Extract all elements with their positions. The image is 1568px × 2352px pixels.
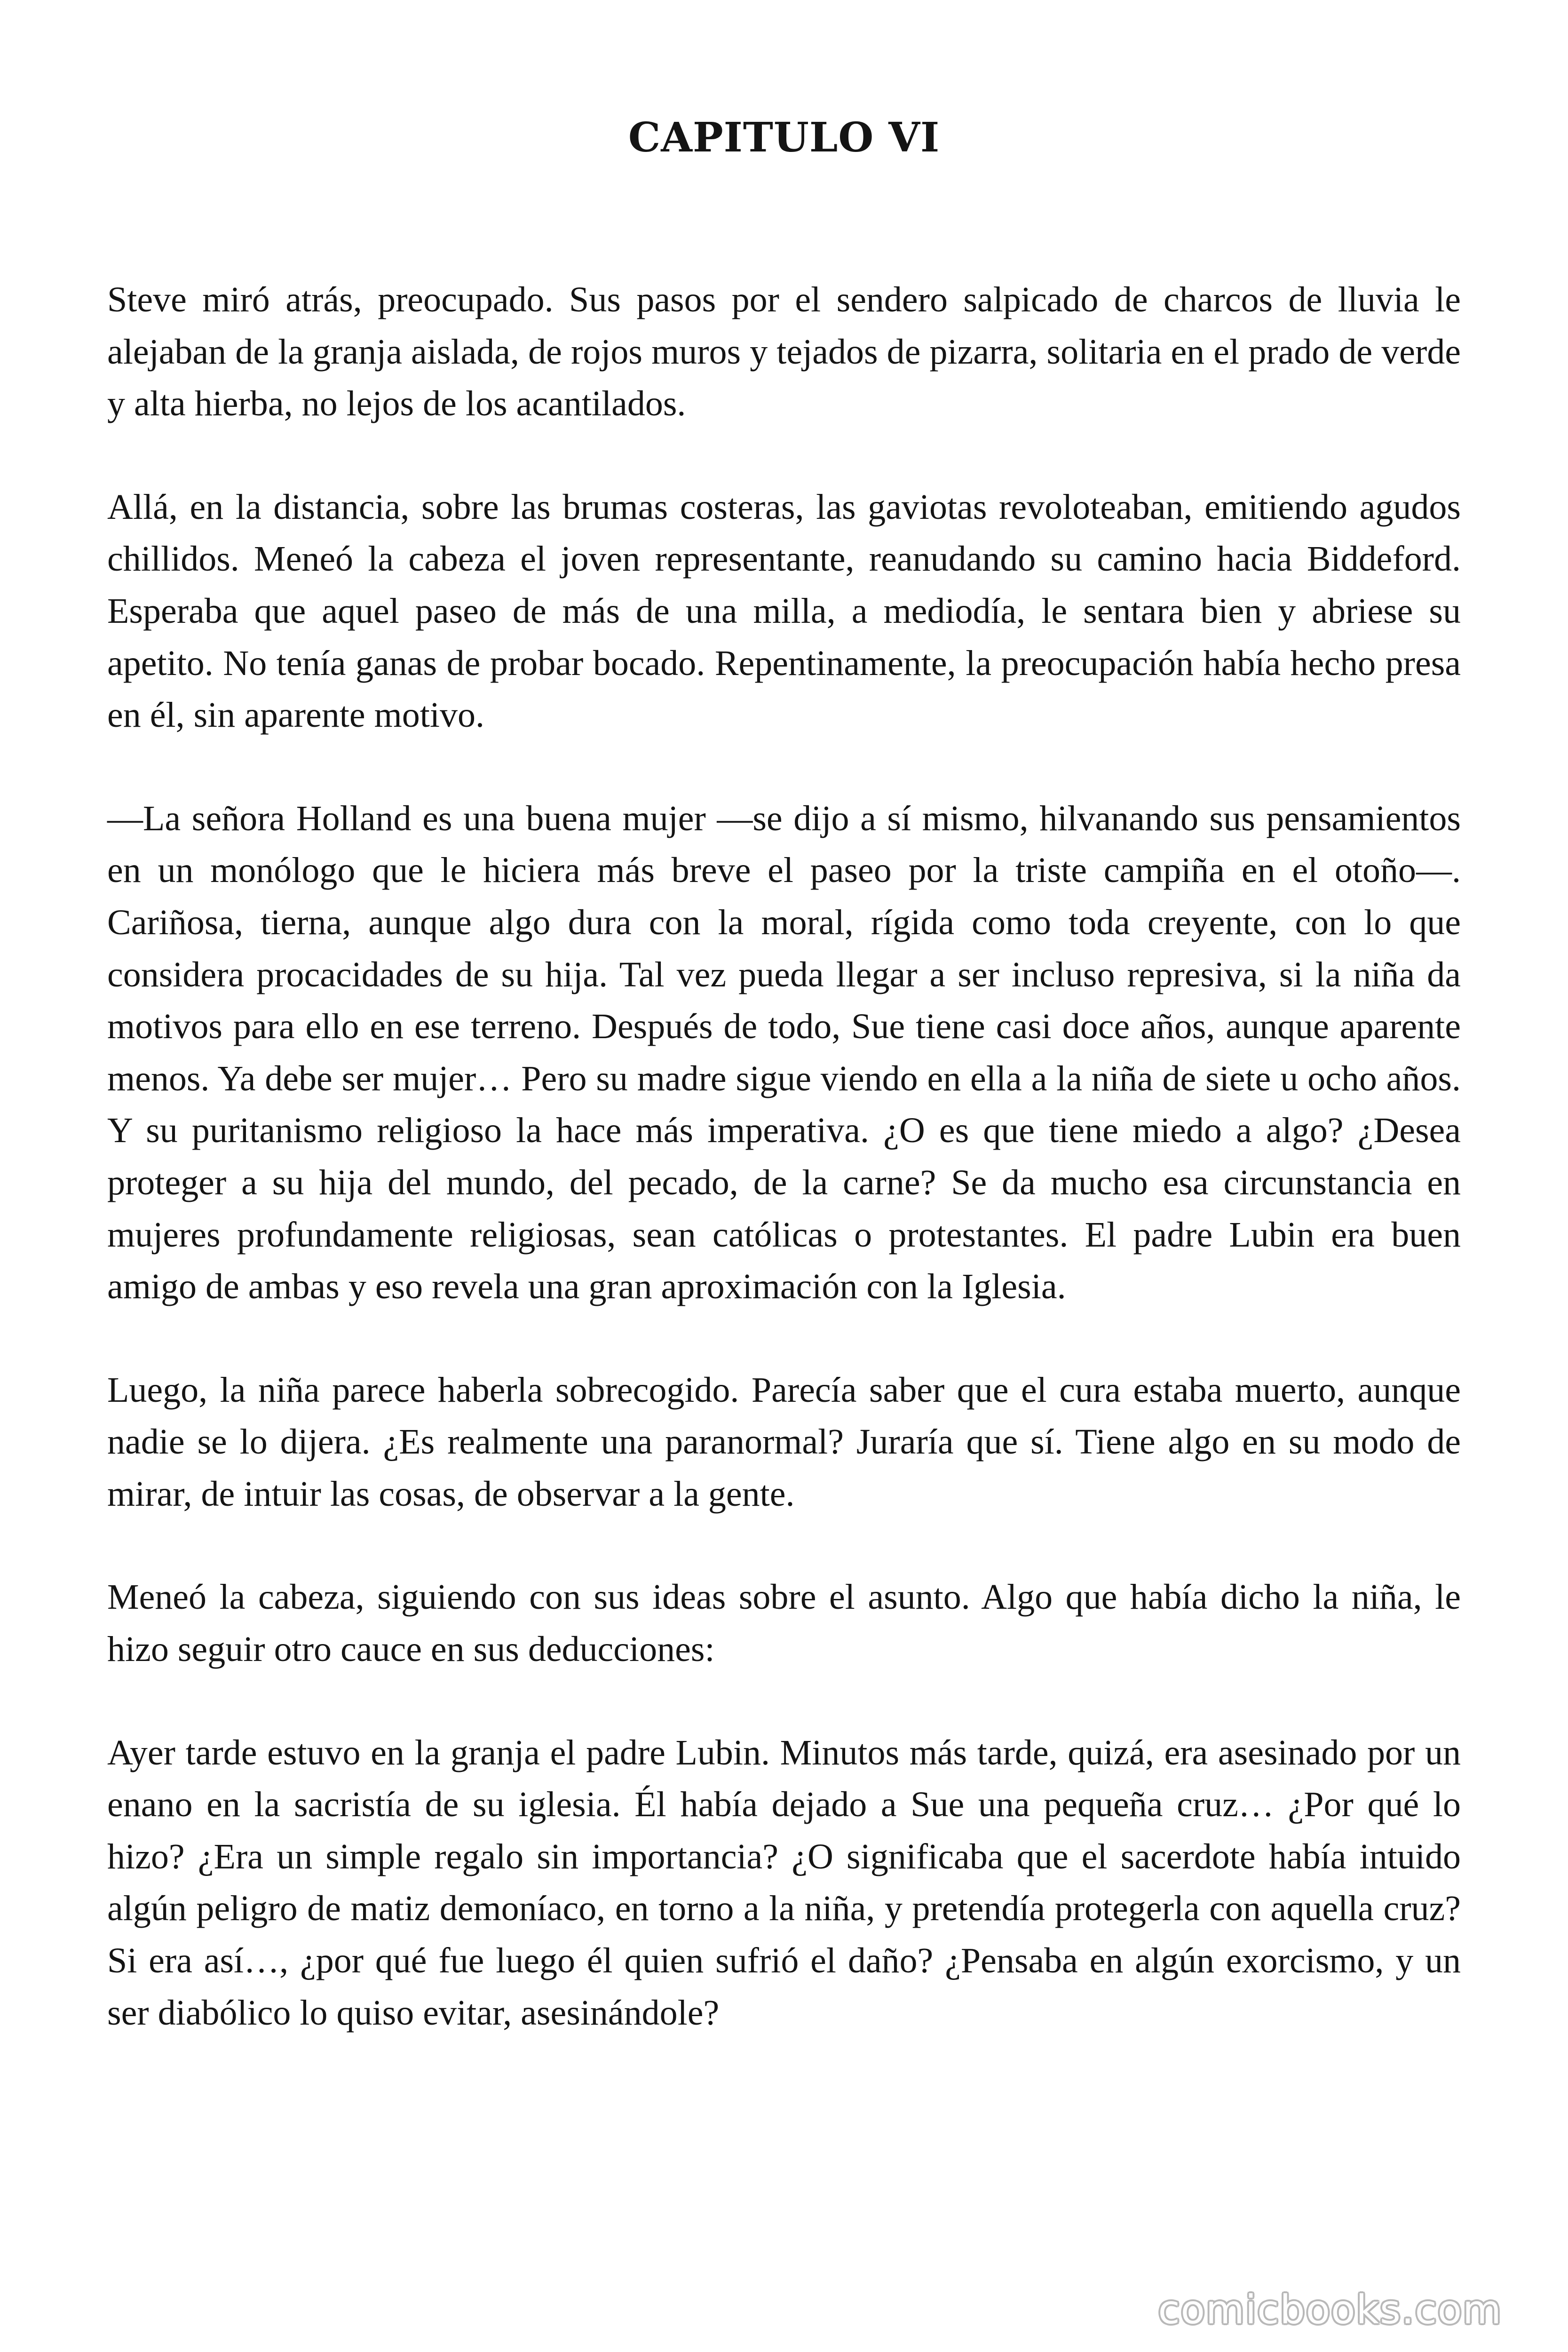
- paragraph: Steve miró atrás, preocupado. Sus pasos por el sendero salpicado de charcos de lluvia le alejaban de la granja aislada, de rojos muros y tejados de pizarra, solitaria en el prado de verde y alta hierba, no lejos de los acantilados.: [107, 280, 1461, 424]
- paragraph: Ayer tarde estuvo en la granja el padre Lubin. Minutos más tarde, quizá, era asesinado por un enano en la sacristía de su iglesia. Él había dejado a Sue una pequeña cruz… ¿Por qué lo hizo? ¿Era un simple regalo sin importancia? ¿O significaba que el sacerdote había intuido algún peligro de matiz demoníaco, en torno a la niña, y pretendía protegerla con aquella cruz? Si era así…, ¿por qué fue luego él quien sufrió el daño? ¿Pensaba en algún exorcismo, y un ser diabólico lo quiso evitar, asesinándole?: [107, 1732, 1461, 2033]
- chapter-title: CAPITULO VI: [628, 114, 940, 161]
- paragraph: Allá, en la distancia, sobre las brumas costeras, las gaviotas revoloteaban, emitiendo agudos chillidos. Meneó la cabeza el joven representante, reanudando su camino hacia Biddeford. Esperaba que aquel paseo de más de una milla, a mediodía, le sentara bien y abriese su apetito. No tenía ganas de probar bocado. Repentinamente, la preocupación había hecho presa en él, sin aparente motivo.: [107, 487, 1461, 735]
- paragraph: —La señora Holland es una buena mujer —se dijo a sí mismo, hilvanando sus pensamientos en un monólogo que le hiciera más breve el paseo por la triste campiña en el otoño—. Cariñosa, tierna, aunque algo dura con la moral, rígida como toda creyente, con lo que considera procacidades de su hija. Tal vez pueda llegar a ser incluso represiva, si la niña da motivos para ello en ese terreno. Después de todo, Sue tiene casi doce años, aunque aparente menos. Ya debe ser mujer… Pero su madre sigue viendo en ella a la niña de siete u ocho años. Y su puritanismo religioso la hace más imperativa. ¿O es que tiene miedo a algo? ¿Desea proteger a su hija del mundo, del pecado, de la carne? Se da mucho esa circunstancia en mujeres profundamente religiosas, sean católicas o protestantes. El padre Lubin era buen amigo de ambas y eso revela una gran aproximación con la Iglesia.: [107, 798, 1461, 1307]
- watermark-text: comicbooks.com: [1158, 2287, 1502, 2333]
- chapter-body: [107, 274, 1461, 2039]
- paragraph: Meneó la cabeza, siguiendo con sus ideas sobre el asunto. Algo que había dicho la niña, le hizo seguir otro cauce en sus deducciones:: [107, 1577, 1461, 1669]
- paragraph: Luego, la niña parece haberla sobrecogido. Parecía saber que el cura estaba muerto, aunque nadie se lo dijera. ¿Es realmente una paranormal? Juraría que sí. Tiene algo en su modo de mirar, de intuir las cosas, de observar a la gente.: [107, 1370, 1461, 1514]
